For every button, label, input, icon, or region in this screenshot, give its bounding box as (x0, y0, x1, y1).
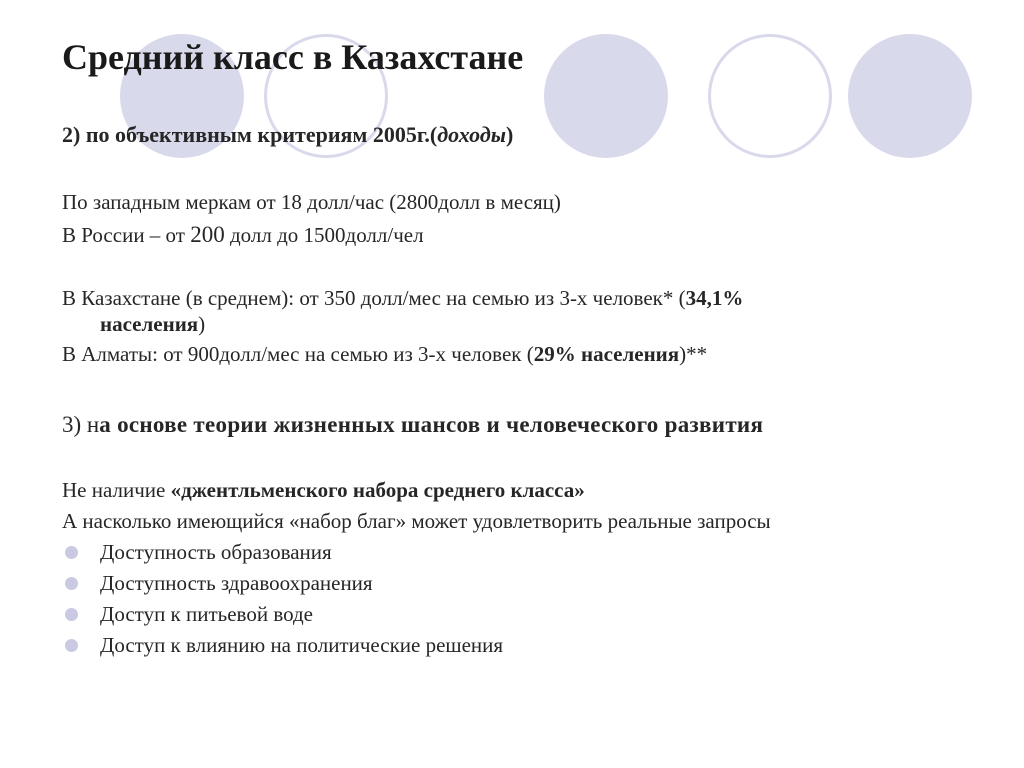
list-item (62, 537, 503, 568)
section-2-suffix: ) (506, 122, 514, 147)
bullet-circle-icon (65, 608, 78, 621)
line-kz-percent: 34,1% (685, 286, 744, 310)
bullet-circle-icon (65, 577, 78, 590)
line-west-criteria: По западным меркам от 18 долл/час (2800долл в месяц) (62, 190, 561, 214)
line-kazakhstan (62, 285, 743, 337)
line-kz-b: ) (198, 312, 206, 336)
section-3-prefix: 3) н (62, 412, 100, 437)
section-2-prefix: 2) по объективным критериям 2005г.( (62, 122, 438, 147)
decor-circle-filled-2 (544, 34, 668, 158)
bullet-circle-icon (65, 546, 78, 559)
decor-circle-outline-2 (708, 34, 832, 158)
decor-circle-filled-3 (848, 34, 972, 158)
line-russia-a: В России – от (62, 223, 191, 247)
line-kz-a: В Казахстане (в среднем): от 350 долл/мес на семью из 3-х человек* ( (62, 286, 686, 310)
line-kz-population: населения (100, 312, 199, 336)
list-item-text: Доступ к влиянию на политические решения (100, 633, 504, 657)
section-2-heading (62, 122, 513, 148)
line-gentleman-bold: «джентльменского набора среднего класса» (170, 478, 585, 502)
line-russia-b: долл до 1500долл/чел (224, 223, 424, 247)
section-3-bold: а основе теории жизненных шансов и человеческого развития (99, 412, 764, 437)
line-almaty-percent: 29% населения (533, 342, 680, 366)
list-item-text: Доступность здравоохранения (100, 571, 373, 595)
list-item (62, 599, 503, 630)
criteria-list (62, 537, 503, 661)
line-almaty-a: В Алматы: от 900долл/мес на семью из 3-х человек ( (62, 342, 534, 366)
line-goods-set: А насколько имеющийся «набор благ» может удовлетворить реальные запросы (62, 509, 771, 533)
list-item-text: Доступность образования (100, 540, 332, 564)
line-gentleman-a: Не наличие (62, 478, 171, 502)
slide-title: Средний класс в Казахстане (62, 37, 524, 77)
line-gentleman-set (62, 477, 585, 503)
list-item (62, 568, 503, 599)
section-3-heading (62, 412, 763, 438)
list-item-text: Доступ к питьевой воде (100, 602, 313, 626)
line-almaty-b: )** (679, 342, 708, 366)
bullet-circle-icon (65, 639, 78, 652)
line-almaty (62, 341, 707, 367)
list-item (62, 630, 503, 661)
section-2-italic: доходы (437, 122, 507, 147)
line-russia (62, 222, 424, 248)
line-russia-num: 200 (190, 222, 225, 247)
